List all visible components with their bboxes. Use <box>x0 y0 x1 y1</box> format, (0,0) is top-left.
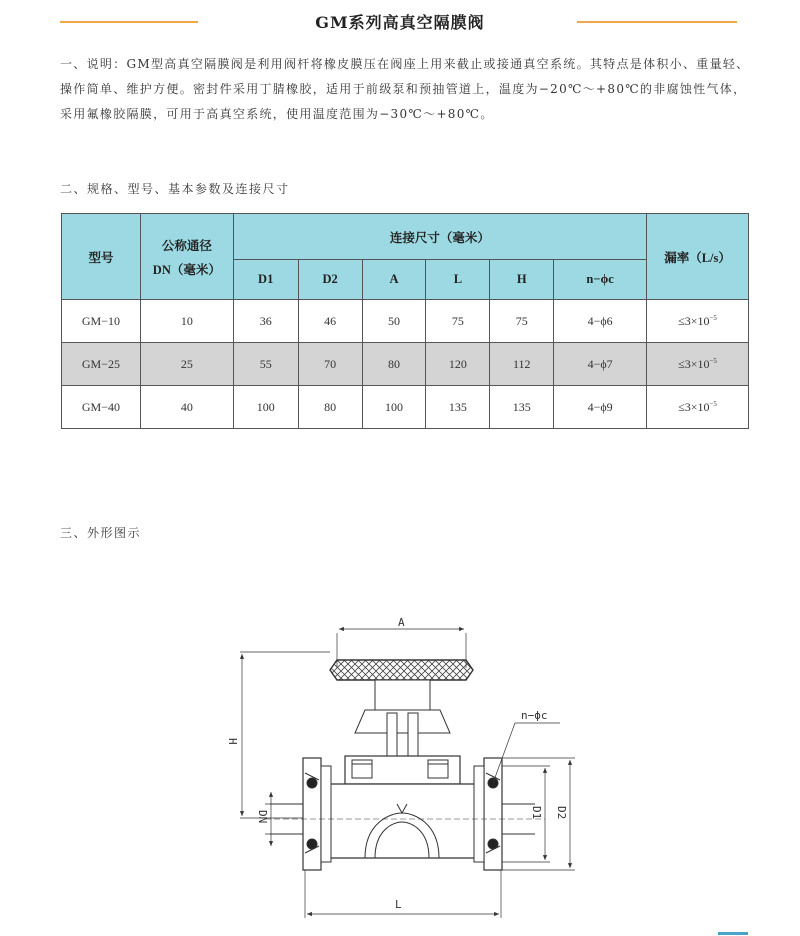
cell-d1: 55 <box>233 343 298 386</box>
cell-a: 50 <box>362 300 426 343</box>
cell-nc: 4−ϕ9 <box>554 386 647 429</box>
leak-base: ≤3×10 <box>678 313 710 328</box>
cell-model: GM−40 <box>62 386 141 429</box>
header-h: H <box>490 260 554 300</box>
header-dn-line2: DN（毫米） <box>152 262 221 277</box>
cell-leak <box>647 386 749 429</box>
intro-paragraph: 一、说明：GM型高真空隔膜阀是利用阀杆将橡皮膜压在阀座上用来截止或接通真空系统。其特点是体积小、重量轻、操作简单、维护方便。密封件采用丁腈橡胶，适用于前级泵和预抽管道上，温度为−20℃～+80℃的非腐蚀性气体，采用氟橡胶隔膜，可用于高真空系统，使用温度范围为−30℃～+80℃。 <box>60 57 750 121</box>
cell-d2: 46 <box>298 300 362 343</box>
label-dn: DN <box>256 810 269 824</box>
leak-base: ≤3×10 <box>678 356 710 371</box>
table-row <box>62 386 749 429</box>
cell-dn: 10 <box>140 300 233 343</box>
cell-l: 135 <box>426 386 490 429</box>
header-d2: D2 <box>298 260 362 300</box>
title-bar <box>0 10 800 36</box>
header-nc: n−ϕc <box>554 260 647 300</box>
page-title: GM系列高真空隔膜阀 <box>315 13 485 32</box>
cell-a: 80 <box>362 343 426 386</box>
section-heading-specs: 二、规格、型号、基本参数及连接尺寸 <box>60 182 290 196</box>
cell-nc: 4−ϕ6 <box>554 300 647 343</box>
cell-leak <box>647 300 749 343</box>
cell-dn: 25 <box>140 343 233 386</box>
leak-exponent: −5 <box>709 399 717 408</box>
cell-l: 120 <box>426 343 490 386</box>
label-a: A <box>398 616 405 629</box>
cell-leak <box>647 343 749 386</box>
cell-l: 75 <box>426 300 490 343</box>
section-heading-drawing: 三、外形图示 <box>60 526 142 540</box>
title-line-right <box>577 21 737 23</box>
cell-a: 100 <box>362 386 426 429</box>
header-model: 型号 <box>62 214 141 300</box>
cell-dn: 40 <box>140 386 233 429</box>
header-a: A <box>362 260 426 300</box>
header-leak: 漏率（L/s） <box>647 214 749 300</box>
cell-model: GM−25 <box>62 343 141 386</box>
cell-h: 112 <box>490 343 554 386</box>
cell-d1: 100 <box>233 386 298 429</box>
cell-d2: 80 <box>298 386 362 429</box>
label-d2: D2 <box>555 806 568 820</box>
label-l: L <box>395 898 402 911</box>
corner-accent <box>718 932 748 935</box>
header-dn-line1: 公称通径 <box>161 238 212 253</box>
header-l: L <box>426 260 490 300</box>
cell-d2: 70 <box>298 343 362 386</box>
cell-h: 135 <box>490 386 554 429</box>
leak-exponent: −5 <box>709 356 717 365</box>
cell-h: 75 <box>490 300 554 343</box>
cell-model: GM−10 <box>62 300 141 343</box>
label-nc: n−ϕc <box>521 709 548 722</box>
cell-nc: 4−ϕ7 <box>554 343 647 386</box>
label-h: H <box>226 738 239 745</box>
leak-base: ≤3×10 <box>678 399 710 414</box>
valve-drawing <box>215 608 590 928</box>
cell-d1: 36 <box>233 300 298 343</box>
leak-exponent: −5 <box>709 313 717 322</box>
spec-table <box>61 213 749 429</box>
table-row <box>62 300 749 343</box>
header-conn: 连接尺寸（毫米） <box>233 214 646 260</box>
header-dn <box>140 214 233 300</box>
label-d1: D1 <box>530 806 543 820</box>
header-d1: D1 <box>233 260 298 300</box>
table-row <box>62 343 749 386</box>
